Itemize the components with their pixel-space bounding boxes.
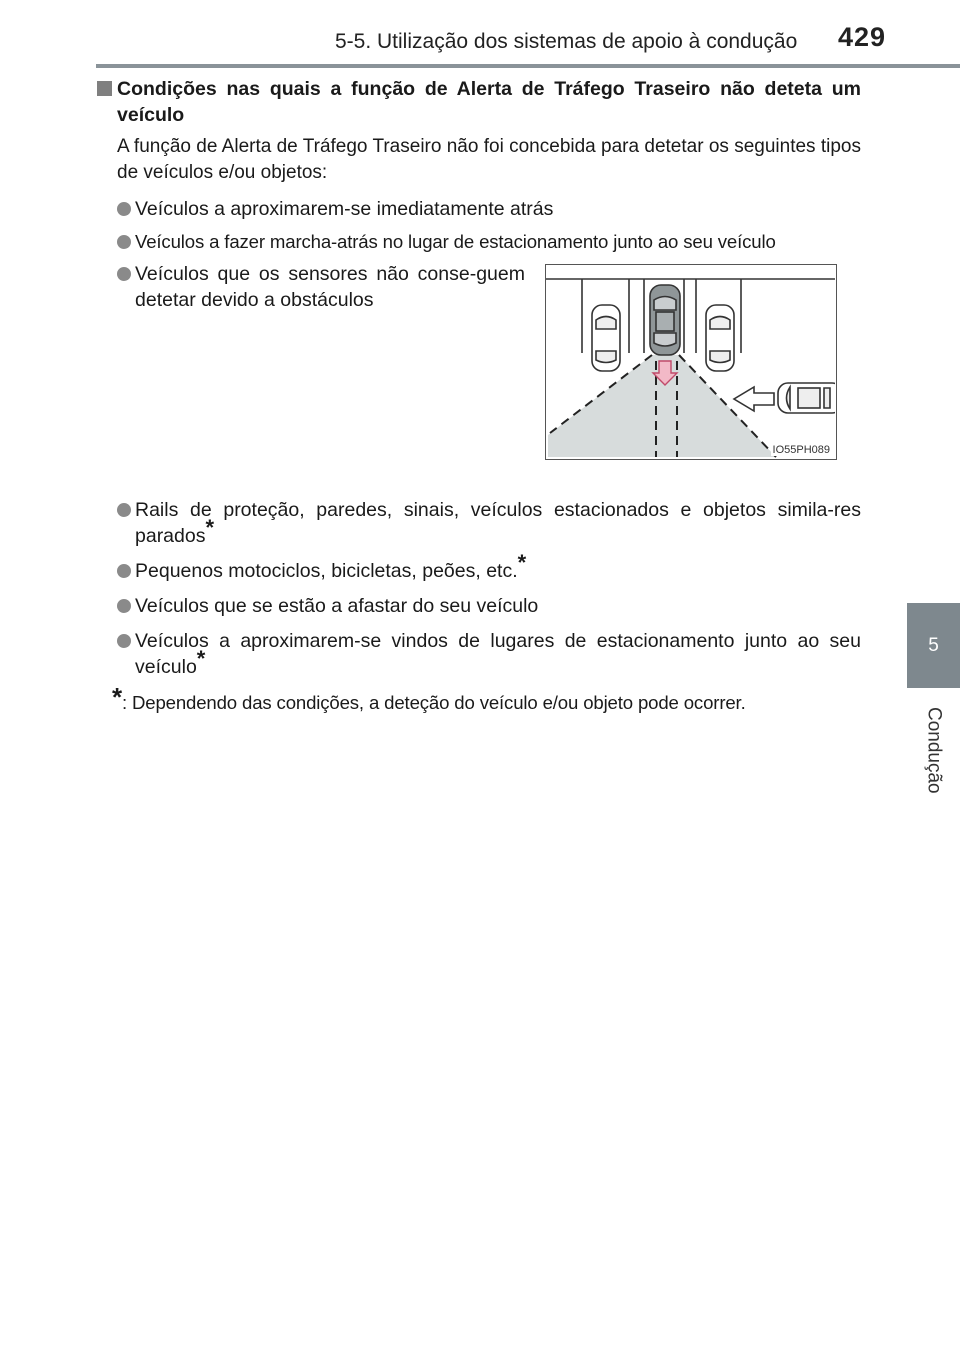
chapter-number: 5 — [928, 634, 939, 656]
footnote-text: : Dependendo das condições, a deteção do veículo e/ou objeto pode ocorrer. — [121, 692, 746, 713]
list-item — [97, 628, 861, 680]
list-item-text: Veículos que se estão a afastar do seu veículo — [135, 595, 539, 617]
square-bullet-icon — [97, 81, 112, 96]
list-item — [97, 261, 525, 313]
bullet-with-figure — [97, 261, 861, 491]
section-heading-text: Condições nas quais a função de Alerta de Tráfego Traseiro não deteta um veículo — [117, 78, 861, 126]
approach-direction-arrow — [734, 387, 774, 411]
list-item — [97, 497, 861, 549]
list-item-text: Veículos a aproximarem-se imediatamente atrás — [135, 198, 554, 220]
list-item — [97, 196, 861, 222]
approaching-car — [778, 383, 835, 413]
chapter-label: Condução — [923, 706, 945, 794]
asterisk-marker: * — [517, 550, 527, 575]
round-bullet-icon — [117, 235, 131, 249]
list-item — [97, 550, 861, 584]
chapter-tab[interactable] — [907, 603, 960, 688]
list-item-text: Veículos que os sensores não conse-guem detetar devido a obstáculos — [135, 263, 525, 311]
own-vehicle — [650, 285, 680, 355]
parked-car-left — [592, 305, 620, 371]
round-bullet-icon — [117, 634, 131, 648]
round-bullet-icon — [117, 267, 131, 281]
parking-illustration — [545, 264, 837, 460]
asterisk-marker: * — [196, 646, 206, 671]
list-item-text: Veículos a fazer marcha-atrás no lugar de estacionamento junto ao seu veículo — [135, 231, 776, 252]
main-content — [97, 76, 861, 716]
chapter-label-container — [907, 700, 960, 800]
asterisk-marker: * — [205, 515, 215, 540]
section-heading — [97, 76, 861, 128]
list-item-text: Rails de proteção, paredes, sinais, veículos estacionados e objetos simila-res parados — [135, 499, 861, 547]
footnote-asterisk: * — [112, 682, 122, 712]
list-item-text: Pequenos motociclos, bicicletas, peões, etc. — [135, 560, 518, 582]
parking-scene-svg — [546, 265, 835, 458]
round-bullet-icon — [117, 202, 131, 216]
list-item — [97, 593, 861, 619]
round-bullet-icon — [117, 503, 131, 517]
list-item — [97, 229, 861, 255]
round-bullet-icon — [117, 564, 131, 578]
figure-code-label: IO55PH089 — [772, 444, 830, 456]
page-number: 429 — [838, 22, 887, 52]
header-section-title: 5-5. Utilização dos sistemas de apoio à condução — [335, 30, 798, 53]
footnote — [97, 682, 861, 716]
header-divider — [96, 64, 960, 68]
intro-paragraph: A função de Alerta de Tráfego Traseiro não foi concebida para detetar os seguintes tipos de veículos e/ou objetos: — [117, 136, 861, 183]
round-bullet-icon — [117, 599, 131, 613]
list-item-text: Veículos a aproximarem-se vindos de lugares de estacionamento junto ao seu veículo — [135, 630, 861, 678]
parked-car-right — [706, 305, 734, 371]
